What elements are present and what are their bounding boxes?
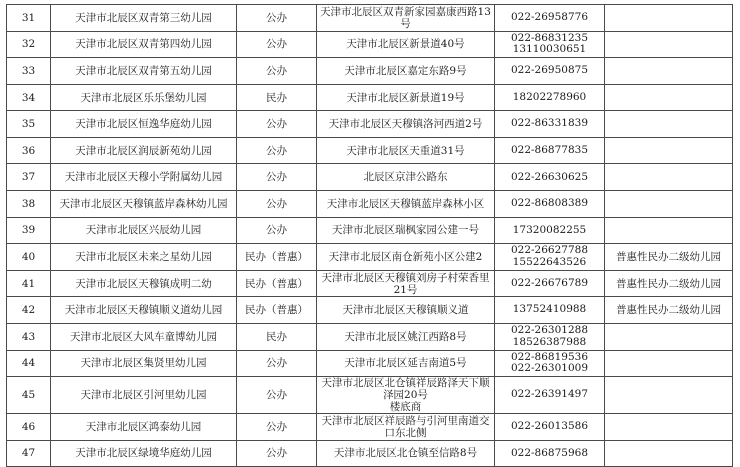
kindergarten-name: 天津市北辰区未来之星幼儿园	[51, 244, 237, 271]
kindergarten-name: 天津市北辰区双青第三幼儿园	[51, 5, 237, 32]
kindergarten-name: 天津市北辰区双青第五幼儿园	[51, 58, 237, 85]
note	[605, 440, 733, 467]
row-number: 43	[7, 323, 51, 350]
ownership-type: 民办	[237, 323, 317, 350]
address-line: 天津市北辰区祥辰路与引河里南道交口东北侧	[321, 414, 490, 439]
kindergarten-name: 天津市北辰区双青第四幼儿园	[51, 31, 237, 58]
phone-line: 022-86877835	[510, 143, 589, 156]
phone-line: 022-86875968	[510, 446, 589, 459]
table-row	[7, 217, 733, 244]
table-row	[7, 191, 733, 218]
address-line: 天津市北辰区嘉定东路9号	[344, 64, 467, 77]
address-line: 天津市北辰区双青新家园嘉康西路13号	[320, 5, 491, 30]
table-row	[7, 440, 733, 467]
phone	[495, 217, 605, 244]
address	[317, 58, 495, 85]
ownership-type: 公办	[237, 164, 317, 191]
phone	[495, 31, 605, 58]
kindergarten-name: 天津市北辰区天穆镇蓝岸森林幼儿园	[51, 191, 237, 218]
row-number: 46	[7, 414, 51, 441]
address	[317, 323, 495, 350]
phone-line: 022-86831235	[510, 31, 589, 44]
kindergarten-name: 天津市北辰区乐乐堡幼儿园	[51, 84, 237, 111]
ownership-type: 公办	[237, 5, 317, 32]
table-row	[7, 244, 733, 271]
row-number: 35	[7, 111, 51, 138]
note	[605, 31, 733, 58]
kindergarten-name: 天津市北辰区恒逸华庭幼儿园	[51, 111, 237, 138]
phone	[495, 297, 605, 324]
ownership-type: 公办	[237, 137, 317, 164]
address-line: 天津市北辰区北仓镇至信路8号	[333, 447, 478, 460]
phone	[495, 84, 605, 111]
table-row	[7, 5, 733, 32]
address	[317, 111, 495, 138]
note: 普惠性民办二级幼儿园	[605, 270, 733, 297]
phone	[495, 244, 605, 271]
note: 普惠性民办二级幼儿园	[605, 297, 733, 324]
address-line: 天津市北辰区天穆镇蓝岸森林小区	[326, 197, 485, 210]
table-row	[7, 164, 733, 191]
row-number: 37	[7, 164, 51, 191]
address	[317, 440, 495, 467]
kindergarten-name: 天津市北辰区天穆镇成明二幼	[51, 270, 237, 297]
row-number: 31	[7, 5, 51, 32]
note	[605, 323, 733, 350]
table-row	[7, 137, 733, 164]
phone	[495, 270, 605, 297]
row-number: 47	[7, 440, 51, 467]
phone-line: 022-26301288	[510, 324, 589, 337]
address-line: 天津市北辰区延吉南道5号	[344, 357, 467, 370]
phone	[495, 137, 605, 164]
kindergarten-table	[6, 4, 733, 467]
table-row	[7, 323, 733, 350]
table-row	[7, 377, 733, 414]
note	[605, 350, 733, 377]
row-number: 34	[7, 84, 51, 111]
phone	[495, 5, 605, 32]
kindergarten-name: 天津市北辰区天穆镇顺义道幼儿园	[51, 297, 237, 324]
address	[317, 164, 495, 191]
phone	[495, 191, 605, 218]
phone	[495, 111, 605, 138]
row-number: 33	[7, 58, 51, 85]
address-line: 天津市北辰区天穆镇刘房子村荣香里21号	[321, 271, 490, 296]
address-line: 天津市北辰区姚江西路8号	[344, 330, 467, 343]
phone-line: 022-26391497	[510, 388, 589, 401]
row-number: 32	[7, 31, 51, 58]
address	[317, 297, 495, 324]
address	[317, 5, 495, 32]
note	[605, 217, 733, 244]
ownership-type: 公办	[237, 31, 317, 58]
phone-line: 022-26627788	[510, 244, 589, 257]
table-row	[7, 297, 733, 324]
address	[317, 414, 495, 441]
kindergarten-name: 天津市北辰区集贤里幼儿园	[51, 350, 237, 377]
kindergarten-name: 天津市北辰区绿境华庭幼儿园	[51, 440, 237, 467]
ownership-type: 民办（普惠）	[237, 297, 317, 324]
address	[317, 377, 495, 414]
ownership-type: 公办	[237, 191, 317, 218]
note	[605, 137, 733, 164]
row-number: 41	[7, 270, 51, 297]
address-line: 天津市北辰区北仓镇祥辰路泽天下顺泽园20号	[321, 377, 490, 402]
row-number: 39	[7, 217, 51, 244]
address-line: 北辰区京津公路东	[363, 171, 448, 184]
phone-line: 022-86819536	[510, 350, 589, 363]
phone-line: 022-86808389	[510, 197, 589, 210]
kindergarten-name: 天津市北辰区引河里幼儿园	[51, 377, 237, 414]
kindergarten-name: 天津市北辰区兴辰幼儿园	[51, 217, 237, 244]
address	[317, 137, 495, 164]
kindergarten-name: 天津市北辰区天穆小学附属幼儿园	[51, 164, 237, 191]
ownership-type: 公办	[237, 414, 317, 441]
row-number: 38	[7, 191, 51, 218]
phone	[495, 377, 605, 414]
ownership-type: 公办	[237, 217, 317, 244]
phone-line: 022-86331839	[510, 117, 589, 130]
row-number: 44	[7, 350, 51, 377]
phone	[495, 350, 605, 377]
phone	[495, 58, 605, 85]
address	[317, 31, 495, 58]
address-line: 天津市北辰区天穆镇洛河西道2号	[328, 118, 483, 131]
address-line: 天津市北辰区新景道19号	[346, 91, 465, 104]
row-number: 36	[7, 137, 51, 164]
address	[317, 84, 495, 111]
phone-line: 022-26013586	[510, 420, 589, 433]
phone-line: 022-26630625	[510, 170, 589, 183]
phone-line: 18526387988	[512, 335, 587, 348]
row-number: 45	[7, 377, 51, 414]
phone	[495, 164, 605, 191]
address	[317, 244, 495, 271]
note	[605, 191, 733, 218]
note	[605, 164, 733, 191]
address-line: 天津市北辰区天穆镇顺义道	[342, 304, 469, 317]
table-row	[7, 84, 733, 111]
ownership-type: 公办	[237, 350, 317, 377]
ownership-type: 公办	[237, 111, 317, 138]
table-row	[7, 270, 733, 297]
table-row	[7, 414, 733, 441]
phone-line: 022-26950875	[510, 64, 589, 77]
note	[605, 414, 733, 441]
note	[605, 5, 733, 32]
phone-line: 022-26676789	[510, 276, 589, 289]
row-number: 42	[7, 297, 51, 324]
note	[605, 377, 733, 414]
note	[605, 58, 733, 85]
address-line: 楼底商	[389, 401, 422, 414]
address	[317, 350, 495, 377]
table-row	[7, 58, 733, 85]
kindergarten-name: 天津市北辰区润辰新苑幼儿园	[51, 137, 237, 164]
ownership-type: 公办	[237, 440, 317, 467]
phone-line: 13110030651	[512, 43, 587, 56]
note	[605, 111, 733, 138]
kindergarten-name: 天津市北辰区鸿泰幼儿园	[51, 414, 237, 441]
phone-line: 022-26958776	[510, 11, 589, 24]
ownership-type: 民办（普惠）	[237, 270, 317, 297]
address	[317, 270, 495, 297]
address-line: 天津市北辰区瑞枫家园公建一号	[332, 224, 479, 237]
ownership-type: 民办（普惠）	[237, 244, 317, 271]
phone-line: 13752410988	[512, 303, 587, 316]
note	[605, 84, 733, 111]
table-row	[7, 31, 733, 58]
address	[317, 191, 495, 218]
phone-line: 15522643526	[512, 255, 587, 268]
table-body	[7, 5, 733, 467]
note: 普惠性民办二级幼儿园	[605, 244, 733, 271]
phone-line: 17320082255	[512, 223, 587, 236]
kindergarten-name: 天津市北辰区大风车童博幼儿园	[51, 323, 237, 350]
ownership-type: 公办	[237, 377, 317, 414]
table-row	[7, 111, 733, 138]
address	[317, 217, 495, 244]
address-line: 天津市北辰区天重道31号	[346, 144, 465, 157]
ownership-type: 公办	[237, 58, 317, 85]
phone-line: 18202278960	[512, 90, 587, 103]
address-line: 天津市北辰区南仓新苑小区公建2	[328, 250, 483, 263]
row-number: 40	[7, 244, 51, 271]
phone-line: 022-26301009	[510, 362, 589, 375]
phone	[495, 414, 605, 441]
ownership-type: 民办	[237, 84, 317, 111]
table-row	[7, 350, 733, 377]
phone	[495, 440, 605, 467]
address-line: 天津市北辰区新景道40号	[346, 38, 465, 51]
phone	[495, 323, 605, 350]
